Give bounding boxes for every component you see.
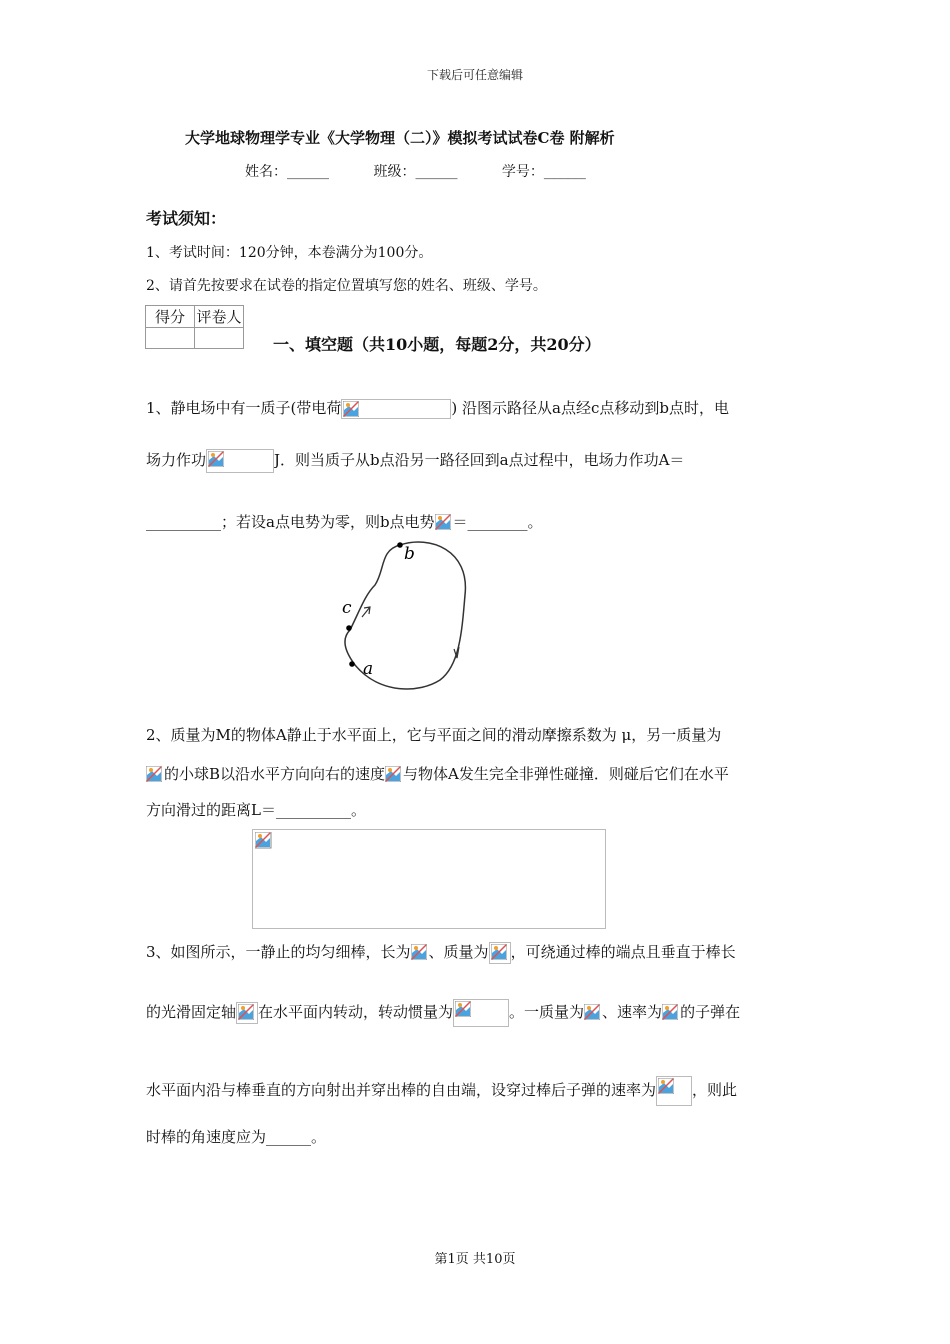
path-figure — [320, 535, 480, 700]
q2-text: 的小球B以沿水平方向向右的速度 — [164, 765, 386, 783]
image-placeholder-icon — [385, 766, 403, 784]
notice-heading: 考试须知： — [146, 209, 227, 228]
class-field: 班级：______ — [373, 164, 458, 180]
rule-2: 2、请首先按要求在试卷的指定位置填写您的姓名、班级、学号。 — [146, 278, 547, 294]
q3-text: 、质量为 — [428, 943, 489, 961]
student-info-fields — [245, 161, 586, 181]
rule-1: 1、考试时间：120分钟，本卷满分为100分。 — [146, 245, 433, 261]
q3-line-2 — [146, 999, 740, 1027]
q1-line-3 — [146, 511, 543, 533]
q1-text: 1、静电场中有一质子(带电荷 — [146, 399, 342, 417]
q1-text: __________；若设a点电势为零，则b点电势 — [146, 513, 435, 531]
q2-line-2 — [146, 763, 729, 785]
q1-text: ＝________。 — [452, 513, 543, 531]
image-placeholder-icon — [146, 766, 164, 784]
q1-line-1 — [146, 397, 729, 419]
grader-cell — [195, 328, 244, 349]
q3-line-4: 时棒的角速度应为______。 — [146, 1128, 327, 1146]
label-b: b — [404, 544, 415, 564]
q3-text: 水平面内沿与棒垂直的方向射出并穿出棒的自由端，设穿过棒后子弹的速率为 — [146, 1081, 657, 1099]
q3-text: ，可绕通过棒的端点且垂直于棒长 — [510, 943, 736, 961]
page-title: 大学地球物理学专业《大学物理（二）》模拟考试试卷C卷 附解析 — [185, 129, 615, 147]
image-placeholder-icon — [236, 1002, 258, 1024]
image-placeholder-icon — [656, 1076, 692, 1106]
image-placeholder-icon — [341, 399, 451, 419]
student-id-field: 学号：______ — [501, 164, 586, 180]
point-b — [397, 542, 403, 548]
point-c — [346, 625, 352, 631]
q2-figure-placeholder — [252, 829, 606, 929]
image-placeholder-icon — [489, 942, 511, 964]
image-placeholder-icon — [255, 832, 275, 852]
score-cell — [146, 328, 195, 349]
label-c: c — [342, 598, 352, 618]
q3-text: 、速率为 — [602, 1003, 663, 1021]
image-placeholder-icon — [584, 1004, 602, 1022]
header-note: 下载后可任意编辑 — [426, 68, 523, 82]
q3-text: 在水平面内转动，转动惯量为 — [258, 1003, 454, 1021]
q2-line-1: 2、质量为M的物体A静止于水平面上，它与平面之间的滑动摩擦系数为 μ，另一质量为 — [146, 726, 722, 744]
image-placeholder-icon — [435, 514, 453, 532]
q3-text: ，则此 — [692, 1081, 738, 1099]
q3-text: 3、如图所示，一静止的均匀细棒，长为 — [146, 943, 411, 961]
q1-line-2 — [146, 449, 684, 473]
q3-line-1 — [146, 941, 736, 964]
arrow-c — [362, 607, 370, 617]
q3-text: 的光滑固定轴 — [146, 1003, 237, 1021]
image-placeholder-icon — [206, 449, 274, 473]
point-a — [349, 661, 355, 667]
q3-line-3 — [146, 1076, 737, 1106]
q2-text: 与物体A发生完全非弹性碰撞．则碰后它们在水平 — [403, 765, 729, 783]
q3-text: 的子弹在 — [680, 1003, 741, 1021]
grader-header: 评卷人 — [195, 306, 244, 328]
image-placeholder-icon — [453, 999, 509, 1027]
q1-text: J．则当质子从b点沿另一路径回到a点过程中，电场力作功A＝ — [274, 451, 685, 469]
q2-line-3: 方向滑过的距离L＝__________。 — [146, 801, 366, 819]
image-placeholder-icon — [411, 944, 429, 962]
image-placeholder-icon — [662, 1004, 680, 1022]
section-title: 一、填空题（共10小题，每题2分，共20分） — [273, 335, 601, 354]
label-a: a — [363, 659, 374, 679]
name-field: 姓名：______ — [245, 164, 329, 180]
q1-text: ) 沿图示路径从a点经c点移动到b点时，电 — [451, 399, 729, 417]
score-header: 得分 — [146, 306, 195, 328]
score-table — [145, 305, 244, 349]
page-footer: 第1页 共10页 — [434, 1252, 516, 1267]
q3-text: 。一质量为 — [509, 1003, 585, 1021]
q1-text: 场力作功 — [146, 451, 207, 469]
